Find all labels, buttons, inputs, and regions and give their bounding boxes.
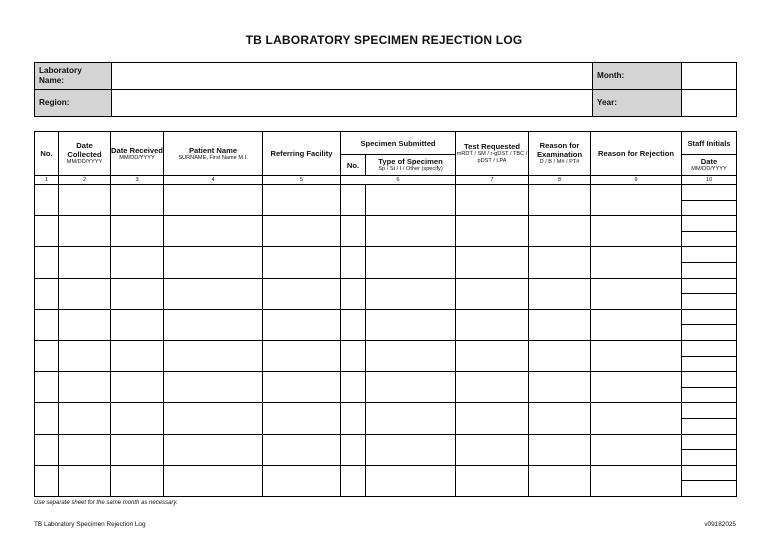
entry-cell[interactable] [341,340,366,371]
entry-cell[interactable] [164,185,263,216]
table-row [35,185,737,201]
entry-cell[interactable] [456,247,529,278]
table-row [35,340,737,356]
entry-cell[interactable] [111,403,164,434]
entry-cell[interactable] [456,278,529,309]
entry-cell[interactable] [456,216,529,247]
table-row [35,372,737,388]
laboratory-name-label: Laboratory Name: [35,63,112,90]
table-row [35,278,737,294]
entry-cell[interactable] [35,340,59,371]
staff-initials-cell[interactable] [682,278,737,294]
entry-cell[interactable] [164,403,263,434]
staff-initials-cell[interactable] [682,309,737,325]
entry-cell[interactable] [111,465,164,496]
entry-cell[interactable] [456,309,529,340]
form-title: TB LABORATORY SPECIMEN REJECTION LOG [245,33,523,47]
column-number: 10 [682,176,737,185]
entry-cell[interactable] [366,185,456,216]
entry-cell[interactable] [59,465,111,496]
entry-cell[interactable] [35,372,59,403]
entry-cell[interactable] [263,216,341,247]
entry-cell[interactable] [591,247,682,278]
entry-cell[interactable] [263,434,341,465]
footer-version: v09182025 [704,521,736,528]
staff-date-cell[interactable] [682,356,737,372]
entry-cell[interactable] [35,247,59,278]
entry-cell[interactable] [111,372,164,403]
entry-cell[interactable] [59,216,111,247]
col-header-specimen-no: No. [341,155,366,176]
column-number: 6 [341,176,456,185]
col-header-specimen-submitted: Specimen Submitted [341,132,456,155]
entry-cell[interactable] [366,340,456,371]
entry-cell[interactable] [263,278,341,309]
entry-cell[interactable] [341,185,366,216]
entry-cell[interactable] [35,465,59,496]
entry-cell[interactable] [59,309,111,340]
staff-initials-cell[interactable] [682,216,737,232]
entry-cell[interactable] [529,278,591,309]
entry-cell[interactable] [341,278,366,309]
entry-cell[interactable] [591,340,682,371]
col-header-reason-examination: Reason for Examination D / B / M# / PT# [529,132,591,176]
entry-cell[interactable] [341,403,366,434]
entry-cell[interactable] [529,403,591,434]
entry-cell[interactable] [591,434,682,465]
staff-initials-cell[interactable] [682,372,737,388]
entry-cell[interactable] [456,372,529,403]
region-label: Region: [35,90,112,117]
entry-cell[interactable] [59,278,111,309]
staff-date-cell[interactable] [682,200,737,216]
footer-form-name: TB Laboratory Specimen Rejection Log [34,521,146,528]
table-row [35,216,737,232]
entry-cell[interactable] [341,465,366,496]
staff-date-cell[interactable] [682,231,737,247]
entry-cell[interactable] [59,403,111,434]
column-number: 9 [591,176,682,185]
col-header-date-collected: Date Collected MM/DD/YYYY [59,132,111,176]
year-label: Year: [593,90,682,117]
staff-date-cell[interactable] [682,294,737,310]
entry-cell[interactable] [591,185,682,216]
entry-cell[interactable] [59,434,111,465]
staff-date-cell[interactable] [682,418,737,434]
table-row [35,403,737,419]
entry-cell[interactable] [341,216,366,247]
entry-cell[interactable] [529,247,591,278]
entry-cell[interactable] [591,309,682,340]
month-field[interactable] [682,63,737,90]
column-number: 3 [111,176,164,185]
entry-cell[interactable] [529,216,591,247]
entry-cell[interactable] [164,465,263,496]
staff-initials-cell[interactable] [682,340,737,356]
entry-cell[interactable] [263,465,341,496]
entry-cell[interactable] [341,309,366,340]
entry-cell[interactable] [111,216,164,247]
staff-initials-cell[interactable] [682,247,737,263]
staff-initials-cell[interactable] [682,434,737,450]
entry-cell[interactable] [35,403,59,434]
entry-cell[interactable] [529,340,591,371]
entry-cell[interactable] [366,216,456,247]
entry-cell[interactable] [341,247,366,278]
staff-date-cell[interactable] [682,450,737,466]
entry-cell[interactable] [529,372,591,403]
entry-cell[interactable] [529,465,591,496]
entry-cell[interactable] [263,247,341,278]
table-row [35,434,737,450]
entry-cell[interactable] [164,216,263,247]
entry-cell[interactable] [366,309,456,340]
entry-cell[interactable] [456,340,529,371]
table-row [35,465,737,481]
entry-cell[interactable] [35,278,59,309]
entry-cell[interactable] [591,372,682,403]
col-header-patient-name: Patient Name SURNAME, First Name M.I. [164,132,263,176]
entry-cell[interactable] [529,309,591,340]
staff-date-cell[interactable] [682,262,737,278]
entry-cell[interactable] [456,434,529,465]
entry-cell[interactable] [366,278,456,309]
entry-cell[interactable] [456,465,529,496]
entry-cell[interactable] [164,434,263,465]
region-field[interactable] [112,90,593,117]
entry-cell[interactable] [591,216,682,247]
entry-cell[interactable] [263,403,341,434]
column-number: 1 [35,176,59,185]
entry-cell[interactable] [111,340,164,371]
rejection-log-table [34,131,737,497]
entry-cell[interactable] [341,372,366,403]
column-number: 4 [164,176,263,185]
staff-initials-cell[interactable] [682,403,737,419]
entry-cell[interactable] [164,278,263,309]
entry-cell[interactable] [529,434,591,465]
table-row [35,247,737,263]
col-header-test-requested: Test Requested mRDT / SM / r-gDST / TBC / pDST / LPA [456,132,529,176]
entry-cell[interactable] [111,278,164,309]
entry-cell[interactable] [111,247,164,278]
col-header-reason-rejection: Reason for Rejection [591,132,682,176]
entry-cell[interactable] [59,340,111,371]
entry-cell[interactable] [366,372,456,403]
col-header-referring-facility: Referring Facility [263,132,341,176]
column-number: 2 [59,176,111,185]
col-header-type-of-specimen: Type of Specimen Sp / St / I / Other (specify) [366,155,456,176]
entry-cell[interactable] [456,403,529,434]
entry-cell[interactable] [263,309,341,340]
footer-note: Use separate sheet for the same month as necessary. [34,500,178,506]
entry-cell[interactable] [591,278,682,309]
column-number: 7 [456,176,529,185]
staff-initials-cell[interactable] [682,185,737,201]
entry-cell[interactable] [366,434,456,465]
entry-cell[interactable] [164,247,263,278]
entry-cell[interactable] [341,434,366,465]
entry-cell[interactable] [366,247,456,278]
entry-cell[interactable] [35,185,59,216]
entry-cell[interactable] [35,216,59,247]
staff-date-cell[interactable] [682,481,737,497]
col-header-staff-initials: Staff Initials [682,132,737,155]
staff-initials-cell[interactable] [682,465,737,481]
entry-cell[interactable] [164,340,263,371]
entry-cell[interactable] [111,309,164,340]
entry-cell[interactable] [164,372,263,403]
laboratory-name-field[interactable] [112,63,593,90]
entry-cell[interactable] [263,340,341,371]
column-number: 8 [529,176,591,185]
entry-cell[interactable] [35,434,59,465]
col-header-date-received: Date Received MM/DD/YYYY [111,132,164,176]
column-number: 5 [263,176,341,185]
entry-cell[interactable] [35,309,59,340]
entry-cell[interactable] [59,372,111,403]
table-row [35,309,737,325]
entry-cell[interactable] [263,185,341,216]
entry-cell[interactable] [59,247,111,278]
col-header-no: No. [35,132,59,176]
entry-cell[interactable] [164,309,263,340]
entry-cell[interactable] [529,185,591,216]
entry-cell[interactable] [456,185,529,216]
entry-cell[interactable] [263,372,341,403]
staff-date-cell[interactable] [682,387,737,403]
entry-cell[interactable] [366,465,456,496]
entry-cell[interactable] [59,185,111,216]
entry-cell[interactable] [111,434,164,465]
staff-date-cell[interactable] [682,325,737,341]
entry-cell[interactable] [591,403,682,434]
column-number-row [35,176,737,185]
entry-cell[interactable] [111,185,164,216]
header-info-table [34,62,737,117]
entry-cell[interactable] [366,403,456,434]
year-field[interactable] [682,90,737,117]
entry-cell[interactable] [591,465,682,496]
month-label: Month: [593,63,682,90]
col-header-date: Date MM/DD/YYYY [682,155,737,176]
